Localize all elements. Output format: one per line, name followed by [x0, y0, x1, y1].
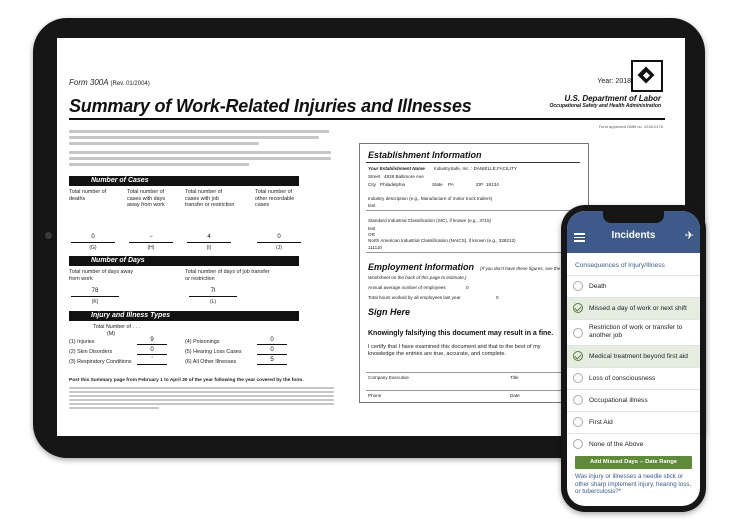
tablet-camera — [45, 232, 52, 239]
instructions-text — [69, 142, 259, 145]
phone-label: Phone — [368, 393, 382, 398]
burden-text — [69, 395, 334, 397]
option-medical-treatment[interactable] — [567, 345, 700, 367]
injuries-value: 9 — [150, 337, 154, 343]
code-k: (K) — [91, 299, 99, 305]
date-label: Date — [510, 393, 520, 398]
establishment-panel — [359, 143, 589, 403]
naics-line — [366, 252, 580, 253]
burden-text — [69, 399, 334, 401]
option-label: Death — [589, 283, 607, 290]
avg-employees-value: 0 — [466, 285, 469, 290]
signature-line[interactable] — [366, 372, 576, 373]
phone-notch — [603, 211, 664, 223]
sic-value: test — [368, 226, 376, 231]
form-year: Year: 2018 — [597, 78, 631, 85]
checkbox-checked-icon[interactable] — [573, 351, 583, 361]
hearing-loss-value: 0 — [270, 347, 274, 353]
name-label: Your Establishment Name — [368, 166, 425, 171]
instructions-text — [69, 151, 331, 154]
types-header: Injury and Illness Types — [69, 311, 299, 321]
instructions-text — [69, 163, 249, 166]
cases-deaths-line — [71, 242, 115, 243]
respiratory-label: (3) Respiratory Conditions — [69, 359, 132, 365]
phone-device — [561, 205, 706, 512]
checkbox-icon[interactable] — [573, 439, 583, 449]
naics-label: North American Industrial Classification (NAICS), if known (e.g., 336212) — [368, 238, 516, 243]
phone-line[interactable] — [366, 390, 576, 391]
other-illnesses-value: 5 — [270, 357, 274, 363]
cases-days-away-line — [129, 242, 173, 243]
consequence-list — [567, 275, 700, 455]
option-missed-day[interactable] — [567, 297, 700, 319]
option-label: Loss of consciousness — [589, 375, 656, 382]
types-total-label: Total Number of . . . — [93, 324, 141, 330]
option-label: First Aid — [589, 419, 613, 426]
other-illnesses-line — [257, 364, 287, 365]
checkbox-icon[interactable] — [573, 417, 583, 427]
industry-line — [366, 210, 580, 211]
sign-header: Sign Here — [368, 307, 411, 317]
injuries-label: (1) Injuries — [69, 339, 95, 345]
cases-other-label: Total number of other recordable cases — [255, 189, 295, 208]
cases-transfer-label: Total number of cases with job transfer or restriction — [185, 189, 235, 208]
company-executive-label: Company Executive — [368, 375, 409, 380]
other-illnesses-label: (6) All Other Illnesses — [185, 359, 237, 365]
days-transfer-value: 7l — [210, 288, 216, 294]
code-h: (H) — [147, 245, 155, 251]
employment-header: Employment Information — [368, 262, 475, 272]
cases-transfer-value: 4 — [207, 234, 211, 240]
employment-note: (If you don't have these figures, see the — [480, 266, 561, 271]
respiratory-value: ′ — [151, 357, 153, 363]
poisonings-value: 0 — [270, 337, 274, 343]
respiratory-line — [137, 364, 167, 365]
burden-text — [69, 391, 334, 393]
zip-label: ZIP — [476, 182, 484, 187]
zip-value: 19134 — [486, 182, 499, 187]
cases-deaths-label: Total number of deaths — [69, 189, 107, 202]
naics-value: 111110 — [368, 245, 382, 250]
code-j: (J) — [276, 245, 282, 251]
option-occupational-illness[interactable] — [567, 389, 700, 411]
establishment-rule — [366, 162, 580, 163]
poisonings-line — [257, 344, 287, 345]
instructions-text — [69, 136, 319, 139]
consequences-title: Consequences of Injury/Illness — [575, 262, 665, 269]
option-loss-consciousness[interactable] — [567, 367, 700, 389]
cases-deaths-value: 0 — [91, 234, 95, 240]
option-label: Restriction of work or transfer to another job — [589, 324, 683, 339]
cases-other-value: 0 — [277, 234, 281, 240]
burden-text — [69, 407, 159, 409]
option-label: None of the Above — [589, 441, 644, 448]
or-label: OR — [368, 232, 375, 237]
option-restriction[interactable] — [567, 319, 700, 345]
option-label: Occupational illness — [589, 397, 648, 404]
skin-disorders-value: 0 — [150, 347, 154, 353]
phone-screen — [567, 211, 700, 506]
code-m: (M) — [107, 331, 116, 337]
cases-days-away-value: − — [149, 234, 153, 240]
hearing-line — [257, 354, 287, 355]
title-label: Title — [510, 375, 519, 380]
industry-value: test — [368, 203, 376, 208]
name-value: IndustrySafe, Inc. : DANIELLE,FACILITY — [434, 166, 517, 171]
title-rule — [69, 118, 665, 120]
hours-value: 0 — [496, 295, 499, 300]
skin-line — [137, 354, 167, 355]
code-g: (G) — [89, 245, 97, 251]
city-value: Philadelphia — [380, 182, 406, 187]
instructions-text — [69, 157, 331, 160]
days-away-line — [71, 296, 119, 297]
add-missed-days-button[interactable]: Add Missed Days -- Date Range — [575, 456, 692, 469]
burden-text — [69, 403, 334, 405]
city-label: City — [368, 182, 376, 187]
checkbox-checked-icon[interactable] — [573, 303, 583, 313]
establishment-header: Establishment Information — [368, 150, 482, 160]
falsify-warning: Knowingly falsifying this document may result in a fine. — [368, 330, 554, 337]
sharps-question: Was injury or illnesses a needle stick or other sharp implement injury, hearing loss, or tuberculosis?* — [575, 473, 692, 496]
days-transfer-line — [189, 296, 237, 297]
option-first-aid[interactable] — [567, 411, 700, 433]
instructions-text — [69, 130, 329, 133]
street-value: 4828 Baltimore Ave — [384, 174, 424, 179]
days-away-value: 78 — [91, 288, 99, 294]
omb-approval: Form approved OMB no. 1218-0176 — [598, 124, 663, 129]
checkbox-icon[interactable] — [573, 395, 583, 405]
street-label: Street — [368, 174, 381, 179]
option-label: Missed a day of work or next shift — [589, 305, 687, 312]
hearing-loss-label: (5) Hearing Loss Cases — [185, 349, 242, 355]
option-none[interactable] — [567, 433, 700, 455]
hours-label: Total hours worked by all employees last year — [368, 295, 461, 300]
skin-disorders-label: (2) Skin Disorders — [69, 349, 113, 355]
injuries-line — [137, 344, 167, 345]
industry-label: Industry description (e.g., Manufacture of motor truck trailers) — [368, 196, 493, 201]
dol-logo-icon — [631, 60, 663, 92]
option-death[interactable] — [567, 275, 700, 297]
form-number: Form 300A (Rev. 01/2004) — [69, 78, 150, 87]
cases-header: Number of Cases — [69, 176, 299, 186]
cases-other-line — [257, 242, 301, 243]
cases-days-away-label: Total number of cases with days away from work — [127, 189, 166, 208]
agency-name: U.S. Department of Labor Occupational Safety and Health Administration — [549, 94, 661, 109]
form-title: Summary of Work-Related Injuries and Illnesses — [69, 96, 472, 116]
post-notice: Post this Summary page from February 1 to April 30 of the year following the year covered by the form. — [69, 378, 304, 383]
code-i: (I) — [206, 245, 212, 251]
avg-employees-label: Annual average number of employees — [368, 285, 446, 290]
worksheet-note: Worksheet on the back of this page to estimate.) — [368, 275, 467, 280]
app-title: Incidents — [611, 230, 656, 241]
burden-text — [69, 387, 334, 389]
state-value: PA — [448, 182, 454, 187]
sic-label: Standard Industrial Classification (SIC), if known (e.g., 3715) — [368, 218, 492, 223]
checkbox-icon[interactable] — [573, 281, 583, 291]
days-header: Number of Days — [69, 256, 299, 266]
code-l: (L) — [209, 299, 217, 305]
certify-text: I certify that I have examined this document and that to the best of my knowledge the entries are true, accurate, and complete. — [368, 344, 541, 357]
state-label: State — [432, 182, 443, 187]
days-transfer-label: Total number of days of job transfer or restriction — [185, 269, 270, 282]
option-label: Medical treatment beyond first aid — [589, 353, 688, 360]
checkbox-icon[interactable] — [573, 373, 583, 383]
cases-transfer-line — [187, 242, 231, 243]
days-away-label: Total number of days away from work — [69, 269, 134, 282]
send-icon[interactable]: ✈ — [684, 230, 694, 242]
checkbox-icon[interactable] — [573, 328, 583, 338]
poisonings-label: (4) Poisonings — [185, 339, 220, 345]
